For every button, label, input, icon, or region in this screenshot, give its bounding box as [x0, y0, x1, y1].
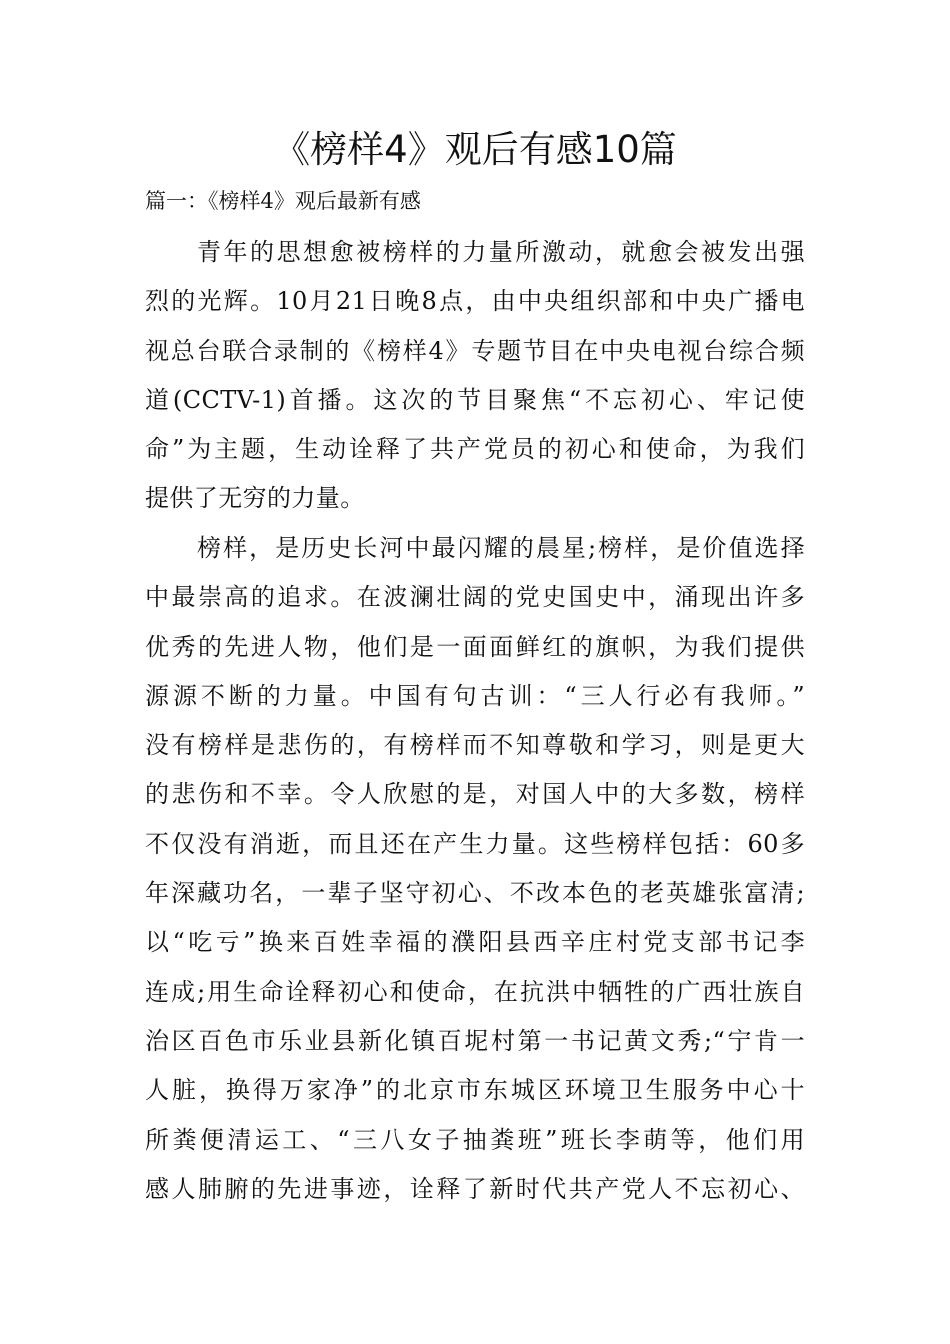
paragraph-line: 视总台联合录制的《榜样4》专题节目在中央电视台综合频 [145, 336, 805, 365]
paragraph-line: 优秀的先进人物，他们是一面面鲜红的旗帜，为我们提供 [145, 632, 805, 661]
paragraph-1 [145, 228, 805, 524]
paragraph-line: 人脏，换得万家净”的北京市东城区环境卫生服务中心十 [145, 1076, 805, 1105]
paragraph-line: 烈的光辉。10月21日晚8点，由中央组织部和中央广播电 [145, 287, 805, 316]
paragraph-line: 命”为主题，生动诠释了共产党员的初心和使命，为我们 [145, 435, 805, 464]
paragraph-line: 提供了无穷的力量。 [145, 484, 365, 513]
paragraph-line: 年深藏功名，一辈子坚守初心、不改本色的老英雄张富清; [145, 879, 805, 908]
paragraph-line: 所粪便清运工、“三八女子抽粪班”班长李萌等，他们用 [145, 1125, 805, 1154]
paragraph-line: 源源不断的力量。中国有句古训：“三人行必有我师。” [145, 681, 805, 710]
paragraph-line: 感人肺腑的先进事迹，诠释了新时代共产党人不忘初心、 [145, 1174, 805, 1203]
section-heading: 篇一：《榜样4》观后最新有感 [145, 189, 421, 213]
paragraph-line: 治区百色市乐业县新化镇百坭村第一书记黄文秀;“宁肯一 [145, 1026, 805, 1055]
paragraph-line: 道(CCTV-1)首播。这次的节目聚焦“不忘初心、牢记使 [145, 385, 805, 414]
paragraph-line: 的悲伤和不幸。令人欣慰的是，对国人中的大多数，榜样 [145, 780, 805, 809]
paragraph-line: 没有榜样是悲伤的，有榜样而不知尊敬和学习，则是更大 [145, 731, 805, 760]
paragraph-line: 中最崇高的追求。在波澜壮阔的党史国史中，涌现出许多 [145, 583, 805, 612]
paragraph-line: 不仅没有消逝，而且还在产生力量。这些榜样包括：60多 [145, 829, 805, 858]
paragraph-2 [145, 524, 805, 1214]
paragraph-line: 连成;用生命诠释初心和使命，在抗洪中牺牲的广西壮族自 [145, 977, 805, 1006]
paragraph-line: 青年的思想愈被榜样的力量所激动，就愈会被发出强 [197, 238, 805, 266]
document-title: 《榜样4》观后有感10篇 [273, 128, 677, 171]
paragraph-line: 榜样，是历史长河中最闪耀的晨星;榜样，是价值选择 [197, 534, 805, 562]
paragraph-line: 以“吃亏”换来百姓幸福的濮阳县西辛庄村党支部书记李 [145, 928, 805, 957]
